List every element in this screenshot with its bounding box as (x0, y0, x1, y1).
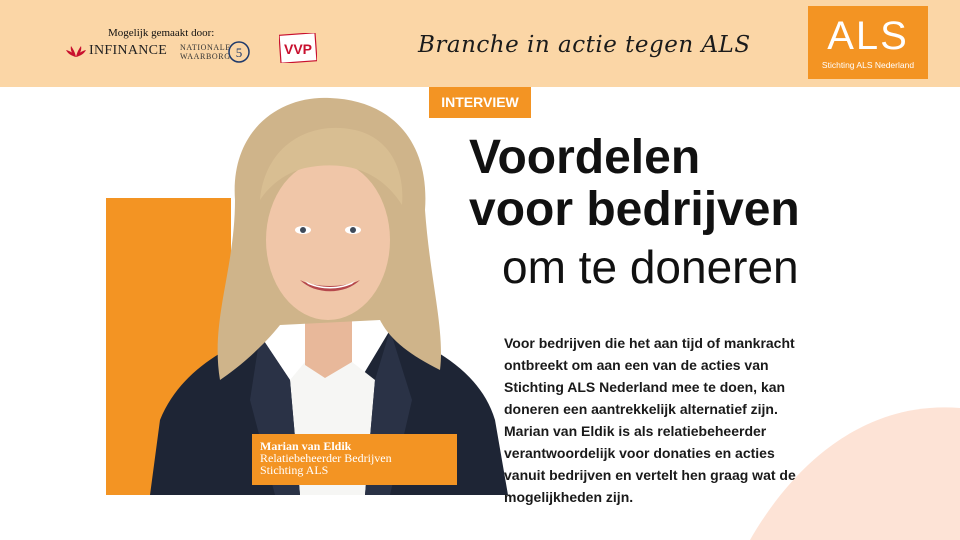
nationale-waarborg-logo[interactable] (180, 40, 250, 64)
als-logo-subtitle: Stichting ALS Nederland (821, 60, 915, 70)
article-title-line2: voor bedrijven (469, 183, 800, 236)
waarborg-5-icon (228, 40, 250, 64)
header-bar (0, 0, 960, 87)
article-title (469, 132, 800, 236)
vvp-logo[interactable] (279, 33, 317, 63)
decorative-peach-shape (750, 400, 960, 540)
article-intro: Voor bedrijven die het aan tijd of mankracht ontbreekt om aan een van de acties van Stichting ALS Nederland mee te doen, kan doneren een aantrekkelijk alternatief zijn. Marian van Eldik is als relatiebeheerder verantwoordelijk voor donaties en acties vanuit bedrijven en vertelt hen graag wat de mogelijkheden zijn. (504, 335, 796, 505)
caption-role-line2: Stichting ALS (260, 463, 329, 477)
caption-role-line1: Relatiebeheerder Bedrijven (260, 451, 392, 465)
caption-name: Marian van Eldik (260, 439, 352, 453)
sponsor-title: Mogelijk gemaakt door: (108, 27, 215, 39)
infinance-logo-text: INFINANCE (89, 43, 168, 58)
portrait-caption (252, 434, 457, 485)
svg-text:5: 5 (235, 45, 243, 60)
lotus-icon (66, 44, 86, 58)
infinance-logo[interactable] (66, 43, 167, 59)
caption-role (260, 452, 392, 476)
als-logo[interactable] (808, 6, 928, 79)
slogan: Branche in actie tegen ALS (418, 32, 751, 58)
als-logo-word: ALS (827, 14, 909, 58)
nationale-waarborg-text: NATIONALE WAARBORG (180, 43, 231, 61)
interview-tag: INTERVIEW (429, 87, 531, 118)
vvp-logo-text: VVP (283, 41, 313, 57)
article-title-line1: Voordelen (469, 131, 701, 184)
article-subtitle: om te doneren (502, 241, 799, 293)
